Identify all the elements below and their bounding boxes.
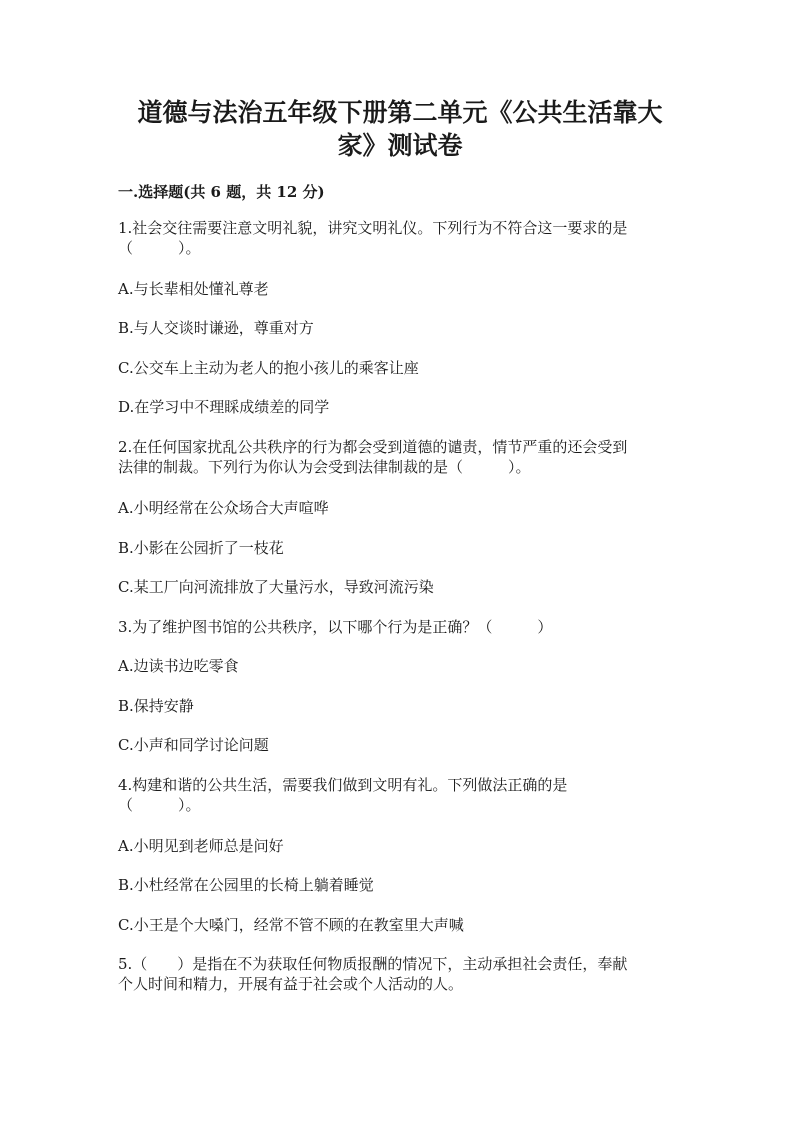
question-stem-line: 4.构建和谐的公共生活，需要我们做到文明有礼。下列做法正确的是 bbox=[118, 776, 568, 794]
question-2-option-b: B.小影在公园折了一枝花 bbox=[118, 539, 284, 557]
question-stem-line: 1.社会交往需要注意文明礼貌，讲究文明礼仪。下列行为不符合这一要求的是 bbox=[118, 219, 628, 237]
question-4-option-b: B.小杜经常在公园里的长椅上躺着睡觉 bbox=[118, 876, 374, 894]
question-stem-line: 法律的制裁。下列行为你认为会受到法律制裁的是（ ）。 bbox=[118, 458, 531, 476]
exam-title bbox=[100, 96, 700, 162]
question-1-option-d: D.在学习中不理睬成绩差的同学 bbox=[118, 398, 330, 416]
question-3-option-a: A.边读书边吃零食 bbox=[118, 657, 239, 675]
question-3-stem: 3.为了维护图书馆的公共秩序，以下哪个行为是正确？（ ） bbox=[118, 618, 553, 636]
question-2-option-c: C.某工厂向河流排放了大量污水，导致河流污染 bbox=[118, 578, 434, 596]
question-3-option-b: B.保持安静 bbox=[118, 697, 194, 715]
title-line-1: 道德与法治五年级下册第二单元《公共生活靠大 bbox=[137, 98, 663, 127]
section-heading: 一.选择题(共 6 题，共 12 分) bbox=[118, 183, 325, 201]
question-2-option-a: A.小明经常在公众场合大声喧哗 bbox=[118, 499, 329, 517]
title-line-2: 家》测试卷 bbox=[337, 131, 463, 160]
question-4-option-a: A.小明见到老师总是问好 bbox=[118, 837, 284, 855]
question-3-option-c: C.小声和同学讨论问题 bbox=[118, 736, 269, 754]
question-stem-line: （ ）。 bbox=[118, 239, 201, 257]
question-4-option-c: C.小王是个大嗓门，经常不管不顾的在教室里大声喊 bbox=[118, 916, 464, 934]
question-5-stem bbox=[118, 954, 684, 994]
question-stem-line: 2.在任何国家扰乱公共秩序的行为都会受到道德的谴责，情节严重的还会受到 bbox=[118, 438, 628, 456]
question-1-option-a: A.与长辈相处懂礼尊老 bbox=[118, 280, 269, 298]
question-1-option-b: B.与人交谈时谦逊，尊重对方 bbox=[118, 319, 314, 337]
question-2-stem bbox=[118, 437, 684, 477]
question-1-option-c: C.公交车上主动为老人的抱小孩儿的乘客让座 bbox=[118, 359, 419, 377]
question-1-stem bbox=[118, 218, 684, 258]
question-4-stem bbox=[118, 775, 684, 815]
question-stem-line: 5.（ ）是指在不为获取任何物质报酬的情况下，主动承担社会责任，奉献 bbox=[118, 955, 628, 973]
question-stem-line: （ ）。 bbox=[118, 796, 201, 814]
question-stem-line: 个人时间和精力，开展有益于社会或个人活动的人。 bbox=[118, 975, 464, 993]
